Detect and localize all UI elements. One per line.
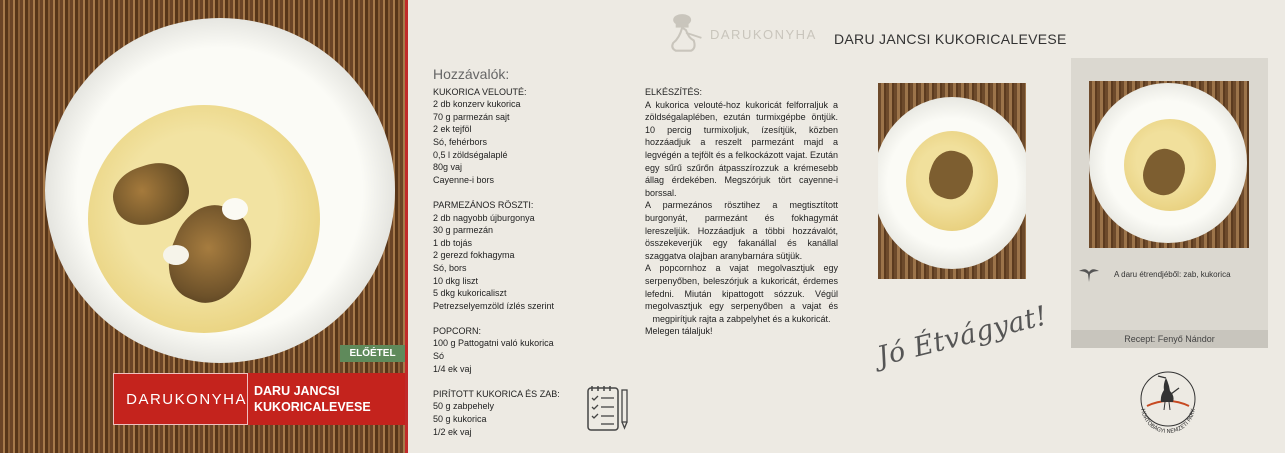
dish-title-line: KUKORICALEVESE — [254, 400, 371, 414]
watermark-logo — [668, 12, 817, 56]
method-column — [645, 86, 838, 338]
ingredient-section-title: POPCORN: — [433, 325, 482, 336]
park-name-text: HORTOBÁGYI NEMZETI PARK — [1139, 408, 1197, 436]
category-badge: ELŐÉTEL — [340, 345, 405, 362]
recipe-author: Recept: Fenyő Nándor — [1071, 330, 1268, 348]
ingredient-item: 50 g kukorica — [433, 414, 487, 425]
ingredient-item: 10 dkg liszt — [433, 275, 479, 286]
ingredient-section-title: PARMEZÁNOS RÖSZTI: — [433, 199, 534, 210]
cheese-garnish — [163, 245, 189, 265]
divider-stripe — [405, 0, 408, 453]
ingredient-item: 0,5 l zöldségalaplé — [433, 149, 508, 160]
ingredient-item: Só, bors — [433, 262, 467, 273]
ingredient-item: 2 db konzerv kukorica — [433, 99, 521, 110]
ingredient-section — [433, 86, 633, 187]
ingredient-section-title: PIRÍTOTT KUKORICA ÉS ZAB: — [433, 388, 560, 399]
method-paragraph: A kukorica velouté-hoz kukoricát felforraljuk a zöldségalaplében, ezután turmixgépbe öntjük. 10 percig turmixoljuk, ízesítjük, közben hozzáadjuk a reszelt parmezánt majd a legvégén a tejfölt és a felkockázott vajat. Ezután egy sűrű szűrőn átpasszírozzuk a krémesebb állag érdekében. Megszórjuk tört cayenne-i borssal. — [645, 99, 838, 198]
ingredient-item: Só — [433, 351, 445, 362]
crane-diet-note — [1078, 265, 1231, 283]
ingredient-item: 1/4 ek vaj — [433, 363, 472, 374]
chef-crane-icon — [668, 12, 704, 56]
ingredient-item: 2 gerezd fokhagyma — [433, 250, 515, 261]
ingredient-item: 80g vaj — [433, 162, 463, 173]
brand-logo-text: DARUKONYHA — [126, 390, 247, 408]
ingredient-section — [433, 199, 633, 312]
crane-icon — [1078, 265, 1100, 283]
dish-photo-small — [878, 83, 1026, 279]
page-title: DARU JANCSI KUKORICALEVESE — [834, 31, 1067, 47]
brand-banner — [113, 373, 405, 425]
ingredient-item: 1 db tojás — [433, 237, 473, 248]
method-paragraph: Melegen tálaljuk! — [645, 326, 713, 337]
ingredient-item: 1/2 ek vaj — [433, 426, 472, 437]
cheese-garnish — [222, 198, 248, 220]
ingredient-item: 2 ek tejföl — [433, 124, 472, 135]
crane-diet-text: A daru étrendjéből: zab, kukorica — [1114, 269, 1231, 279]
dish-title — [254, 383, 371, 415]
ingredient-section-title: KUKORICA VELOUTÉ: — [433, 86, 527, 97]
dish-title-line: DARU JANCSI — [254, 384, 340, 398]
method-paragraph: A parmezános rösztihez a megtisztított burgonyát, parmezánt és fokhagymát lereszeljük. Hozzáadjuk a többi hozzávalót, összekeverjük egy fakanállal és kanállal szaggatva olajban aranybarnára sütjük. — [645, 200, 838, 261]
watermark-logo-text: DARUKONYHA — [710, 26, 817, 42]
dish-photo-small — [1089, 81, 1249, 248]
ingredient-item: 2 db nagyobb újburgonya — [433, 212, 535, 223]
ingredient-item: 50 g zabpehely — [433, 401, 495, 412]
bon-appetit-text: Jó Étvágyat! — [874, 300, 1051, 373]
ingredients-heading: Hozzávalók: — [433, 66, 510, 82]
ingredients-column — [433, 68, 633, 438]
ingredient-item: 100 g Pattogatni való kukorica — [433, 338, 554, 349]
ingredient-item: 5 dkg kukoricaliszt — [433, 288, 507, 299]
ingredient-section — [433, 325, 633, 375]
ingredient-item: Só, fehérbors — [433, 136, 488, 147]
ingredient-item: Petrezselyemzöld ízlés szerint — [433, 300, 555, 311]
checklist-icon — [586, 384, 631, 432]
brand-logo — [113, 373, 248, 425]
ingredient-item: 30 g parmezán — [433, 225, 494, 236]
ingredient-item: Cayenne-i bors — [433, 174, 495, 185]
national-park-logo — [1133, 366, 1203, 436]
ingredient-item: 70 g parmezán sajt — [433, 111, 510, 122]
method-paragraph: A popcornhoz a vajat megolvasztjuk egy serpenyőben, beleszórjuk a kukoricát, érdemes lefedni. Miután kipattogott sózzuk. Végül megolvasztjuk egy serpenyőben a vajat és megpirítjuk rajta a zabpelyhet és a kukoricát. — [645, 263, 838, 324]
method-heading: ELKÉSZÍTÉS: — [645, 87, 703, 97]
